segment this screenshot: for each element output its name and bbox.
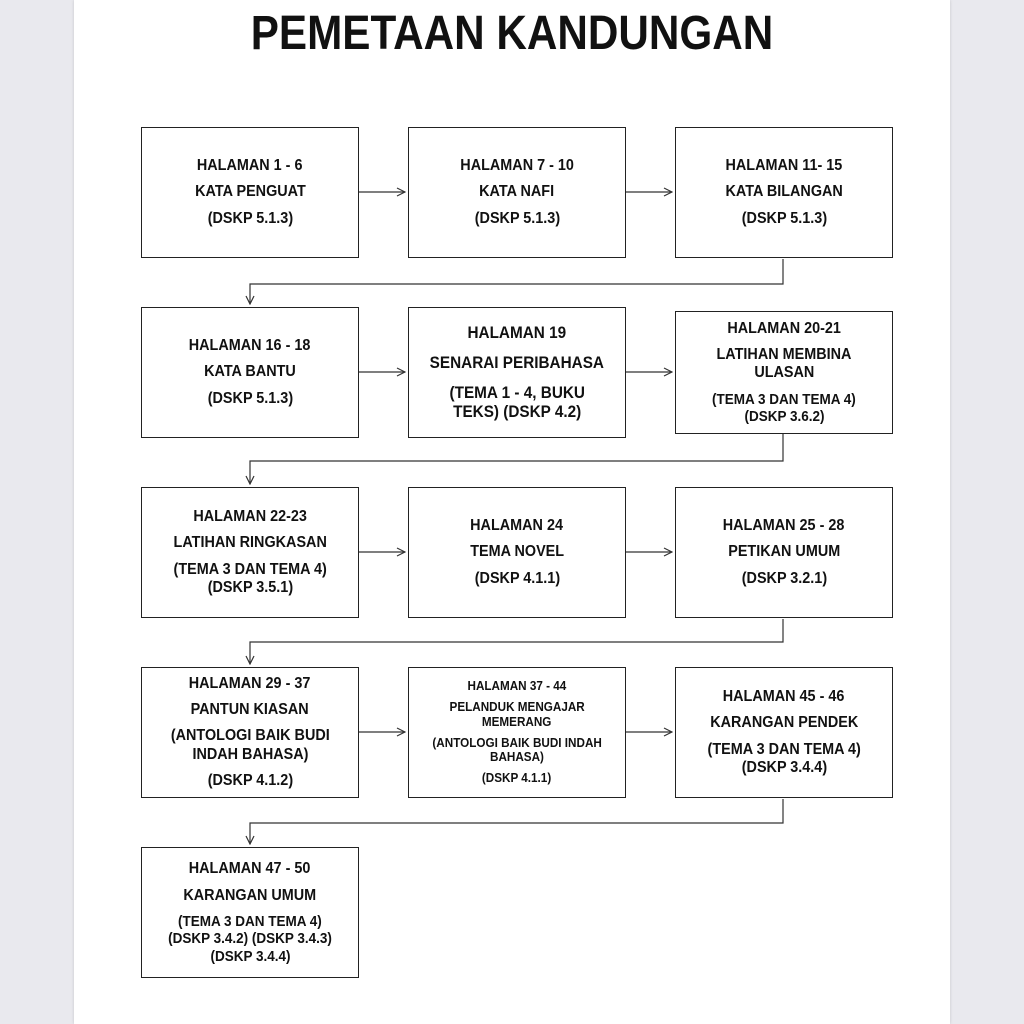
box-heading: HALAMAN 11- 15 [725, 156, 843, 174]
box-topic: KARANGAN UMUM [183, 886, 317, 904]
box-heading: HALAMAN 47 - 50 [189, 860, 311, 878]
arrow-9-10 [250, 619, 783, 664]
box-dskp: (DSKP 4.1.1) [482, 770, 552, 786]
arrow-3-4 [250, 259, 783, 304]
box-dskp: (DSKP 5.1.3) [474, 209, 560, 227]
box-topic: TEMA NOVEL [470, 543, 564, 561]
box-dskp: (DSKP 4.1.2) [207, 772, 293, 790]
box-dskp-cont: (DSKP 3.4.4) [209, 947, 291, 965]
box-topic: PETIKAN UMUM [728, 543, 840, 561]
box-note: (TEMA 3 DAN TEMA 4) [707, 740, 861, 758]
box-dskp: (DSKP 4.1.1) [474, 569, 560, 587]
box-halaman-37-44 [408, 667, 626, 798]
box-dskp: (DSKP 5.1.3) [741, 209, 827, 227]
box-note: (TEMA 3 DAN TEMA 4) [712, 390, 856, 408]
page-title: PEMETAAN KANDUNGAN [250, 7, 774, 60]
box-topic: KATA NAFI [479, 183, 555, 201]
box-topic: KATA PENGUAT [194, 183, 306, 201]
box-heading: HALAMAN 24 [470, 516, 564, 534]
box-dskp: (DSKP 5.1.3) [207, 389, 293, 407]
box-heading: HALAMAN 45 - 46 [723, 687, 845, 705]
box-heading: HALAMAN 20-21 [727, 319, 841, 337]
box-heading: HALAMAN 29 - 37 [189, 674, 311, 692]
box-halaman-16-18 [141, 307, 359, 438]
box-heading: HALAMAN 7 - 10 [460, 156, 574, 174]
box-halaman-19 [408, 307, 626, 438]
box-dskp: (DSKP 3.4.2) (DSKP 3.4.3) [168, 930, 332, 948]
box-topic: PELANDUK MENGAJAR [449, 698, 585, 714]
box-dskp: (DSKP 3.5.1) [207, 578, 293, 596]
box-topic: KATA BILANGAN [725, 183, 843, 201]
box-note: (ANTOLOGI BAIK BUDI INDAH [432, 734, 602, 750]
box-halaman-47-50 [141, 847, 359, 978]
box-note: (TEMA 3 DAN TEMA 4) [178, 913, 322, 931]
box-halaman-1-6 [141, 127, 359, 258]
box-heading: HALAMAN 25 - 28 [723, 516, 845, 534]
box-halaman-29-37 [141, 667, 359, 798]
arrow-12-13 [250, 799, 783, 844]
box-heading: HALAMAN 37 - 44 [467, 677, 567, 693]
box-halaman-7-10 [408, 127, 626, 258]
box-dskp: (DSKP 3.4.4) [741, 758, 827, 776]
box-dskp: (DSKP 3.6.2) [743, 408, 825, 426]
arrow-6-7 [250, 434, 783, 484]
box-dskp: (DSKP 5.1.3) [207, 209, 293, 227]
box-halaman-20-21 [675, 311, 893, 434]
box-note: (TEMA 1 - 4, BUKU [449, 382, 585, 402]
box-topic: KARANGAN PENDEK [709, 714, 858, 732]
box-halaman-25-28 [675, 487, 893, 618]
box-note: (TEMA 3 DAN TEMA 4) [173, 560, 327, 578]
box-heading: HALAMAN 1 - 6 [197, 156, 303, 174]
box-topic-cont: MEMERANG [482, 713, 552, 729]
box-topic: SENARAI PERIBAHASA [429, 352, 605, 372]
box-note: (ANTOLOGI BAIK BUDI [170, 727, 330, 745]
box-dskp: TEKS) (DSKP 4.2) [452, 402, 582, 422]
box-halaman-24 [408, 487, 626, 618]
box-heading: HALAMAN 19 [467, 323, 567, 343]
box-heading: HALAMAN 16 - 18 [189, 336, 311, 354]
box-note-cont: BAHASA) [490, 749, 544, 765]
box-heading: HALAMAN 22-23 [193, 507, 307, 525]
box-topic: KATA BANTU [204, 363, 296, 381]
box-halaman-22-23 [141, 487, 359, 618]
box-topic: PANTUN KIASAN [190, 700, 310, 718]
box-halaman-45-46 [675, 667, 893, 798]
box-note-cont: INDAH BAHASA) [191, 745, 308, 763]
box-halaman-11-15 [675, 127, 893, 258]
box-topic: LATIHAN RINGKASAN [173, 534, 327, 552]
box-topic-cont: ULASAN [753, 364, 814, 382]
box-dskp: (DSKP 3.2.1) [741, 569, 827, 587]
box-topic: LATIHAN MEMBINA [716, 346, 852, 364]
